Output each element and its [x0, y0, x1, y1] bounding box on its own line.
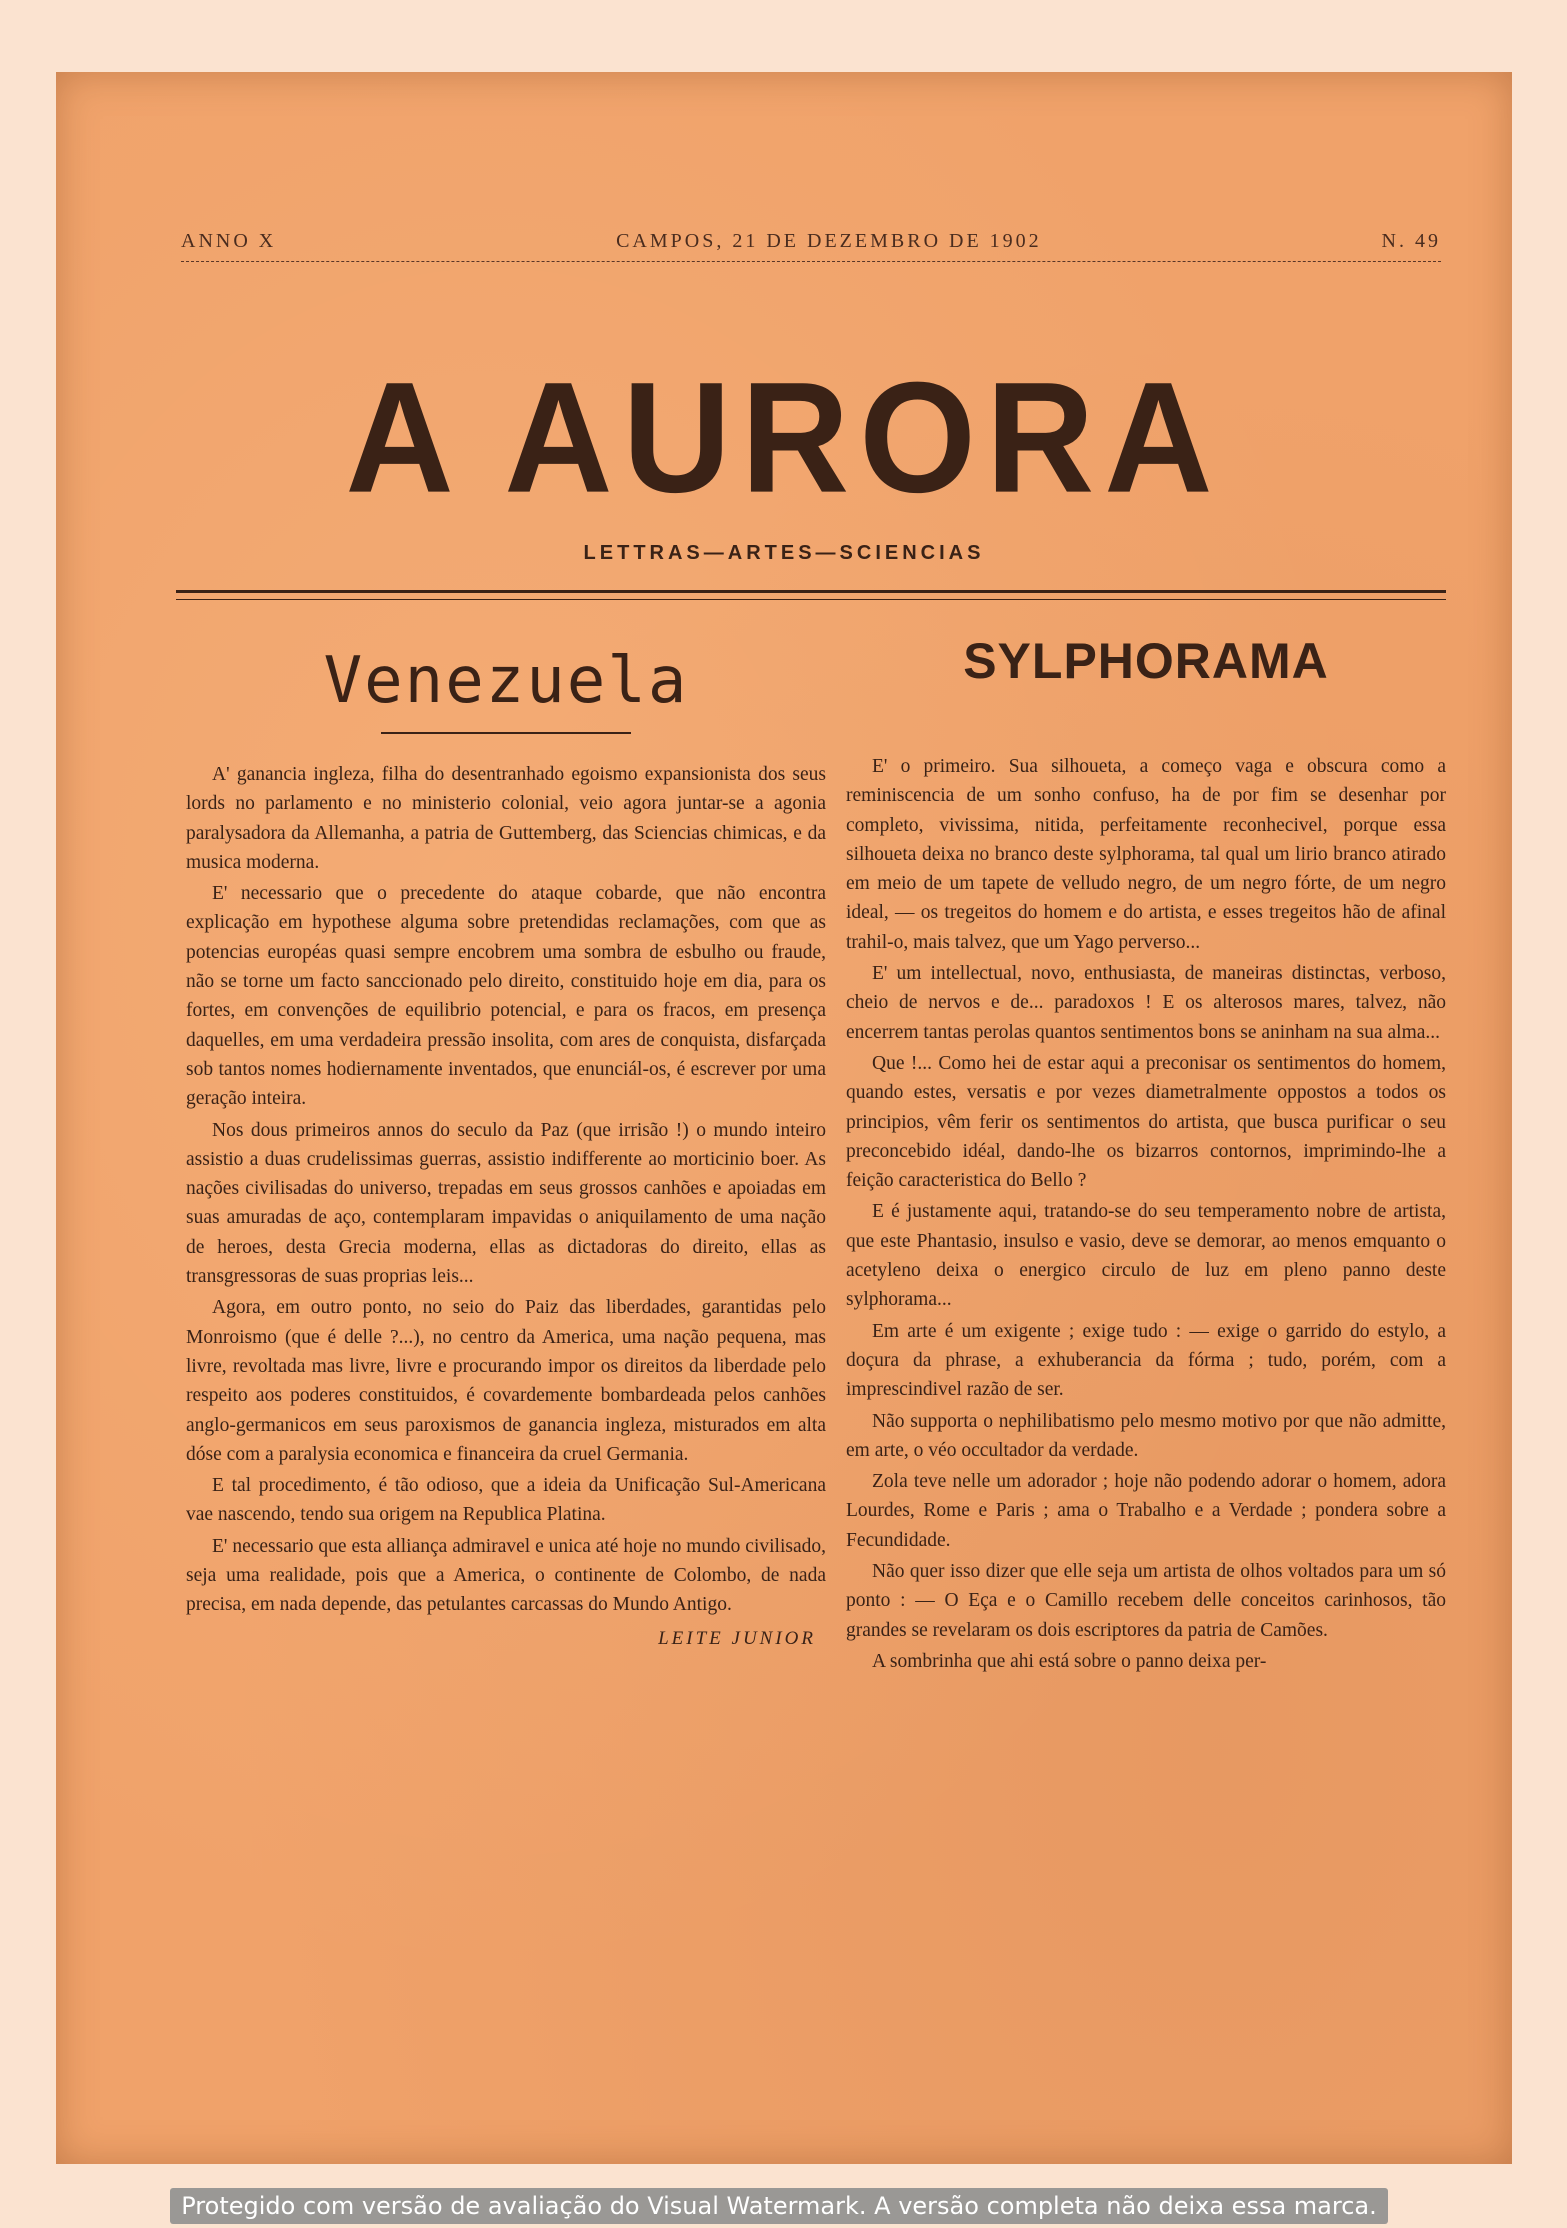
article-heading: Venezuela [323, 644, 689, 718]
article-paragraph: E' um intellectual, novo, enthusiasta, de maneiras distinctas, verboso, cheio de nervos e de... paradoxos ! E os alterosos mares, talvez, não encerrem tantas perolas quantos sentimentos bons se aninham na sua alma... [846, 963, 1446, 1043]
article-venezuela [186, 632, 826, 1650]
article-heading: SYLPHORAMA [963, 633, 1329, 689]
article-paragraph: Em arte é um exigente ; exige tudo : — exige o garrido do estylo, a doçura da phrase, a exhuberancia da fórma ; tudo, porém, com a imprescindivel razão de ser. [846, 1320, 1446, 1401]
article-paragraph: Não supporta o nephilibatismo pelo mesmo motivo por que não admitte, em arte, o véo occultador da verdade. [846, 1410, 1446, 1461]
newspaper-page [56, 72, 1512, 2164]
article-paragraph: E é justamente aqui, tratando-se do seu temperamento nobre de artista, que este Phantasio, insulso e vasio, deve se demorar, ao menos emquanto o acetyleno deixa o energico circulo de luz em pleno panno deste sylphorama... [846, 1201, 1446, 1311]
article-paragraph: A' ganancia ingleza, filha do desentranhado egoismo expansionista dos seus lords no parlamento e no ministerio colonial, veio agora juntar-se a agonia paralysadora da Allemanha, a patria de Guttemberg, das Sciencias chimicas, e da musica moderna. [186, 764, 826, 873]
author-signature: LEITE JUNIOR [658, 1627, 816, 1649]
article-paragraph: Zola teve nelle um adorador ; hoje não podendo adorar o homem, adora Lourdes, Rome e Paris ; ama o Trabalho e a Verdade ; pondera sobre a Fecundidade. [846, 1471, 1446, 1551]
newspaper-title: A AURORA [345, 348, 1223, 526]
article-paragraph: E' necessario que esta alliança admiravel e unica até hoje no mundo civilisado, seja uma realidade, pois que a America, o continente de Colombo, de nada precisa, em nada depende, das petulantes carcassas do Mundo Antigo. [186, 1535, 826, 1616]
article-sylphorama [846, 632, 1446, 1678]
issue-year: ANNO X [181, 230, 277, 252]
watermark-banner: Protegido com versão de avaliação do Visual Watermark. A versão completa não deixa essa marca. [170, 2188, 1388, 2224]
article-paragraph: Não quer isso dizer que elle seja um artista de olhos voltados para um só ponto : — O Eça e o Camillo recebem delle conceitos carinhosos, tão grandes se revelaram os dois escriptores da patria de Camões. [846, 1561, 1446, 1641]
article-paragraph: Que !... Como hei de estar aqui a preconisar os sentimentos do homem, quando estes, versatis e por vezes diametralmente oppostos a todos os principios, vêm ferir os sentimentos do artista, que busca purificar o seu preconcebido idéal, dando-lhe os bizarros contornos, imprimindo-lhe a feição caracteristica do Bello ? [846, 1052, 1446, 1192]
masthead-rule [176, 590, 1446, 600]
article-paragraph: E' necessario que o precedente do ataque cobarde, que não encontra explicação em hypothese alguma sobre pretendidas reclamações, com que as potencias européas quasi sempre encobrem uma sombra de esbulho ou fraude, não se torne um facto sanccionado pelo direito, constituido hoje em dia, para os fortes, em convenções de equilibrio potencial, e para os fracos, em presença daquelles, em uma verdadeira pressão insolita, com ares de conquista, disfarçada sob tantos nomes hodiernamente inventados, que enunciál-os, é escrever por uma geração inteira. [186, 883, 826, 1110]
article-paragraph: Nos dous primeiros annos do seculo da Paz (que irrisão !) o mundo inteiro assistio a duas crudelissimas guerras, assistio indifferente ao morticinio boer. As nações civilisadas do universo, trepadas em seus grossos canhões e apoiadas em suas amuradas de aço, contemplaram impavidas o aniquilamento de uma nação de heroes, desta Grecia moderna, ellas as dictadoras do direito, ellas as transgressoras de suas proprias leis... [186, 1119, 826, 1288]
issue-date: CAMPOS, 21 DE DEZEMBRO DE 1902 [616, 230, 1042, 252]
heading-divider [381, 732, 631, 734]
article-paragraph: A sombrinha que ahi está sobre o panno deixa per- [872, 1650, 1267, 1672]
issue-number: N. 49 [1381, 230, 1441, 252]
article-paragraph: Agora, em outro ponto, no seio do Paiz das liberdades, garantidas pelo Monroismo (que é delle ?...), no centro da America, uma nação pequena, mas livre, revoltada mas livre, livre e procurando impor os direitos da liberdade pelo respeito aos poderes constituidos, é covardemente bombardeada pelos canhões anglo-germanicos em seus paroxismos de ganancia ingleza, misturados em alta dóse com a paralysia economica e financeira da cruel Germania. [186, 1297, 826, 1465]
article-paragraph: E tal procedimento, é tão odioso, que a ideia da Unificação Sul-Americana vae nascendo, tendo sua origem na Republica Platina. [186, 1475, 826, 1526]
article-paragraph: E' o primeiro. Sua silhoueta, a começo vaga e obscura como a reminiscencia de um sonho confuso, ha de por fim se desenhar por completo, vivissima, nitida, perfeitamente reconhecivel, porque essa silhoueta deixa no branco deste sylphorama, tal qual um lirio branco atirado em meio de um tapete de velludo negro, de um negro fórte, de um negro ideal, — os tregeitos do homem e do artista, e esses tregeitos hão de afinal trahil-o, mais talvez, que um Yago perverso... [846, 756, 1446, 953]
newspaper-subtitle: LETTRAS—ARTES—SCIENCIAS [583, 542, 985, 564]
masthead-info-line [181, 230, 1441, 262]
